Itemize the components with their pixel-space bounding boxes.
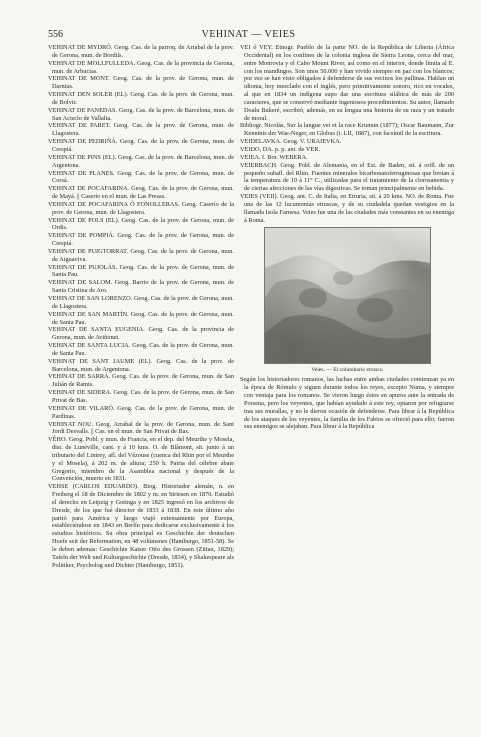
dictionary-entry: VEHINAT DE SANTA EUGENIA. Geog. Cas. de la provincia de Gerona, mun. de Aviñonet. <box>48 326 234 342</box>
dictionary-entry: VEHINAT DE PANEDAS. Geog. Cas. de la prov. de Barcelona, mun. de San Acisclo de Vallalta. <box>48 106 234 122</box>
dictionary-entry: VEHINAT DE SAN MARTÍN. Geog. Cas. de la prov. de Gerona, mun. de Santa Pau. <box>48 310 234 326</box>
photo-illustration <box>265 228 430 363</box>
right-column-bottom-text <box>240 376 454 431</box>
right-column <box>240 44 454 431</box>
dictionary-entry: VEIEA. f. Bot. WEBERA. <box>240 153 308 161</box>
page-number: 556 <box>48 29 63 40</box>
columbarium-photo <box>264 227 431 364</box>
dictionary-entry: VEHINAT DE SARRÁ. Geog. Cas. de la prov. de Gerona, mun. de San Julián de Ramis. <box>48 373 234 389</box>
right-column-top-entries <box>240 44 454 224</box>
dictionary-entry: VEHINAT DE POLS (EL). Geog. Cas. de la prov. de Gerona, mun. de Ordis. <box>48 216 234 232</box>
page-header <box>48 28 449 42</box>
dictionary-entry: VEHINAT DE SIDERA. Geog. Cas. de la prov. de Gerona, mun. de San Privat de Bas. <box>48 389 234 404</box>
dictionary-entry: VEHINAT DE PARET. Geog. Cas. de la prov. de Gerona, mun. de Llagostera. <box>48 122 234 138</box>
dictionary-entry: VEIERBACH. Geog. Pobl. de Alemania, en el Est. de Baden, sit. á orill. de un pequeño subafl. del Rhin. Fuentes minerales bicarbonatoferruginosas que brotan á la temperatura de 10 á 11° C., utilizadas para el tratamiento de la clorosanemia y de ciertas afecciones de las vías digestivas. Se toman principalmente en bebida. <box>240 161 454 193</box>
dictionary-entry: Bibliogr. Nicolás, Sur la langue vei et la race Krumun (1877); Oscar Baumann, Zur Kenntnis der Wae-Neger, en Globus (t. LII, 1887), con facsímil de la escritura. <box>240 122 454 138</box>
dictionary-entry: VEHINAT NOU. Geog. Arrabal de la prov. de Gerona, mun. de Sant Jordi Desvalls. || Cas. en el mun. de San Privat de Bas. <box>48 420 234 436</box>
dictionary-entry: VEHINAT DE PUJOLÁS. Geog. Cas. de la prov. de Gerona, mun. de Santa Pau. <box>48 263 234 279</box>
dictionary-entry: VEHINAT DE SALOM. Geog. Barrio de la prov. de Gerona, mun. de Santa Cristina de Aro. <box>48 279 234 295</box>
dictionary-entry: VEHINAT DE POMPIÁ. Geog. Cas. de la prov. de Gerona, mun. de Crespiá. <box>48 232 234 248</box>
dictionary-entry: VEHSE (CARLOS EDUARDO). Biog. Historiador alemán, n. en Freiberg el 18 de Diciembre de 1802 y m. en Striesen en 1870. Estudió el derecho en Leipzig y Gotinga y en 1825 ingresó en los archivos de Dresde, de los que fué director de 1833 á 1838. En este último año partió para América y luego viajó extensamente por Europa, estableciéndose en 1843 en Berlín para dedicarse exclusivamente á los estudios históricos. Su obra principal es Geschichte der deutschen Hoefe seit der Reformation, en 48 volúmenes (Hamburgo, 1851-58). Se le deben además: Geschichte Kaiser Otto des Grossen (Zittau, 1829); Tafeln der Welt und Kulturgeschichte (Dresde, 1834), y Shakespeare als Politiker, Psycholog und Dichter (Hamburgo, 1851). <box>48 483 234 569</box>
dictionary-entry: VEHINAT DE POCAFARINA Ó FONOLLERAS. Geog. Caserío de la prov. de Gerona, mun. de Llagostera. <box>48 200 234 216</box>
dictionary-entry: VEHINAT DE SANTA LUCIA. Geog. Cas. de la prov. de Gerona, mun. de Santa Pau. <box>48 342 234 357</box>
dictionary-entry: VEHINAT DE PUIGTORRAT. Geog. Cas. de la prov. de Gerona, mun. de Aiguaviva. <box>48 247 234 263</box>
left-column <box>48 44 234 570</box>
dictionary-entry: VEHINAT DEN SOLER (EL). Geog. Cas. de la prov. de Gerona, mun. de Bolvir. <box>48 91 234 106</box>
dictionary-entry: VEIES (VEII). Geog. ant. C. de Italia, en Etruria, sit. á 20 kms. NO. de Roma. Fue una de las 12 lucumonías etruscas, y de su ciudadela quedan vestigios en la llamada Isola Farnesa. Veies fue una de las ciudades más constantes en su enemiga á Roma. <box>240 193 454 224</box>
dictionary-entry: VEHINAT DE PINS (EL). Geog. Cas. de la prov. de Barcelona, mun. de Argentona. <box>48 153 234 169</box>
body-paragraph: Según los historiadores romanos, las luchas entre ambas ciudades comienzan ya en la época de Rómulo y siguen durante todos los reyes, excepto Numa, y siempre con ventaja para los romanos. Se vieron luego éstos en apuros ante la entrada de Porsena, pero los veyentes, que habían ayudado á este rey, optaron por refugiarse tras sus murallas, y no le dieron ocasión de defenderse. Para librar á la República de los ataques de los veyentes, la familia de los Fabios se ofreció para ello; fueron sus enemigos se alejaban. Para librar á la República <box>240 376 454 431</box>
dictionary-entry: VEHINAT DE SANT JAUME (EL). Geog. Cas. de la prov. de Barcelona, mun. de Argentona. <box>48 357 234 373</box>
dictionary-entry: VEHINAT DE POCAFARINA. Geog. Cas. de la prov. de Gerona, mun. de Mayá. || Caserío en el mun. de Las Presas. <box>48 185 234 201</box>
dictionary-entry: VEHINAT DE PLANES. Geog. Cas. de la prov. de Gerona, mun. de Corsá. <box>48 169 234 185</box>
dictionary-entry: VEHINAT DE PEDRIÑÁ. Geog. Cas. de la prov. de Gerona, mun. de Crespiá. <box>48 138 234 153</box>
dictionary-entry: VEHINAT DE MOLLFULLEDA. Geog. Cas. de la provincia de Gerona, mun. de Arbucias. <box>48 59 234 75</box>
page-title: VEHINAT — VEIES <box>201 29 296 40</box>
dictionary-entry: VEHINAT DE MONT. Geog. Cas. de la prov. de Gerona, mun. de Darnius. <box>48 75 234 91</box>
dictionary-entry: VEHINAT DE VILARÓ. Geog. Cas. de la prov. de Gerona, mun. de Pardinas. <box>48 404 234 420</box>
dictionary-entry: VEI ó VEY. Etnogr. Pueblo de la parte NO. de la República de Liberia (África Occidental) en los confines de la colonia inglesa de Sierra Leona, cerca del mar, entre Monrovia y el Cabo Mount River, así como en el interior, donde limita al E. con los mandingos. Son unos 50.000 y han vivido siempre en paz con los blancos; por eso se han visto obligados á defenderse de sus vecinos los pullinas. Hablan un idioma, hoy mezclado con el inglés, pero primitivamente sonoro, rico en vocales, al que en 1834 un indígena supo dar una escritura silábica de más de 200 caracteres, que se conservó mediante ingeniosos procedimientos. Su autor, llamado Doalu Bukeré, escribió, además, en su lengua una historia de su raza y un tratado de moral. <box>240 44 454 122</box>
figure-caption: Veies. — El columbario etrusco <box>311 367 383 374</box>
dictionary-entry: VEIDELAVKA. Geog. V. URAIEVKA. <box>240 138 342 146</box>
dictionary-entry: VEHINAT DE SAN LORENZO. Geog. Cas. de la prov. de Gerona, mun. de Llagostera. <box>48 295 234 310</box>
dictionary-entry: VÊHO. Geog. Pobl. y mun. de Francia, en el dep. del Meurthe y Mosela, dist. de Lunéville, cant. y á 10 kms. O. de Blâmont, sit. junto á un tributario del Lintrey, afl. del Vézouse (cuenca del Rhin por el Meurthe y el Mosela), á 202 m. de altura; 250 h. Patria del célebre abate Gregorio, miembro de la Asamblea nacional y después de la Convención, muerto en 1831. <box>48 436 234 483</box>
dictionary-entry: VEIDO, DA. p. p. ant. de VER. <box>240 145 320 153</box>
dictionary-entry: VEHINAT DE MYDRÓ. Geog. Cas. de la parroq. de Arrabal de la prov. de Gerona, mun. de Bordils. <box>48 44 234 59</box>
